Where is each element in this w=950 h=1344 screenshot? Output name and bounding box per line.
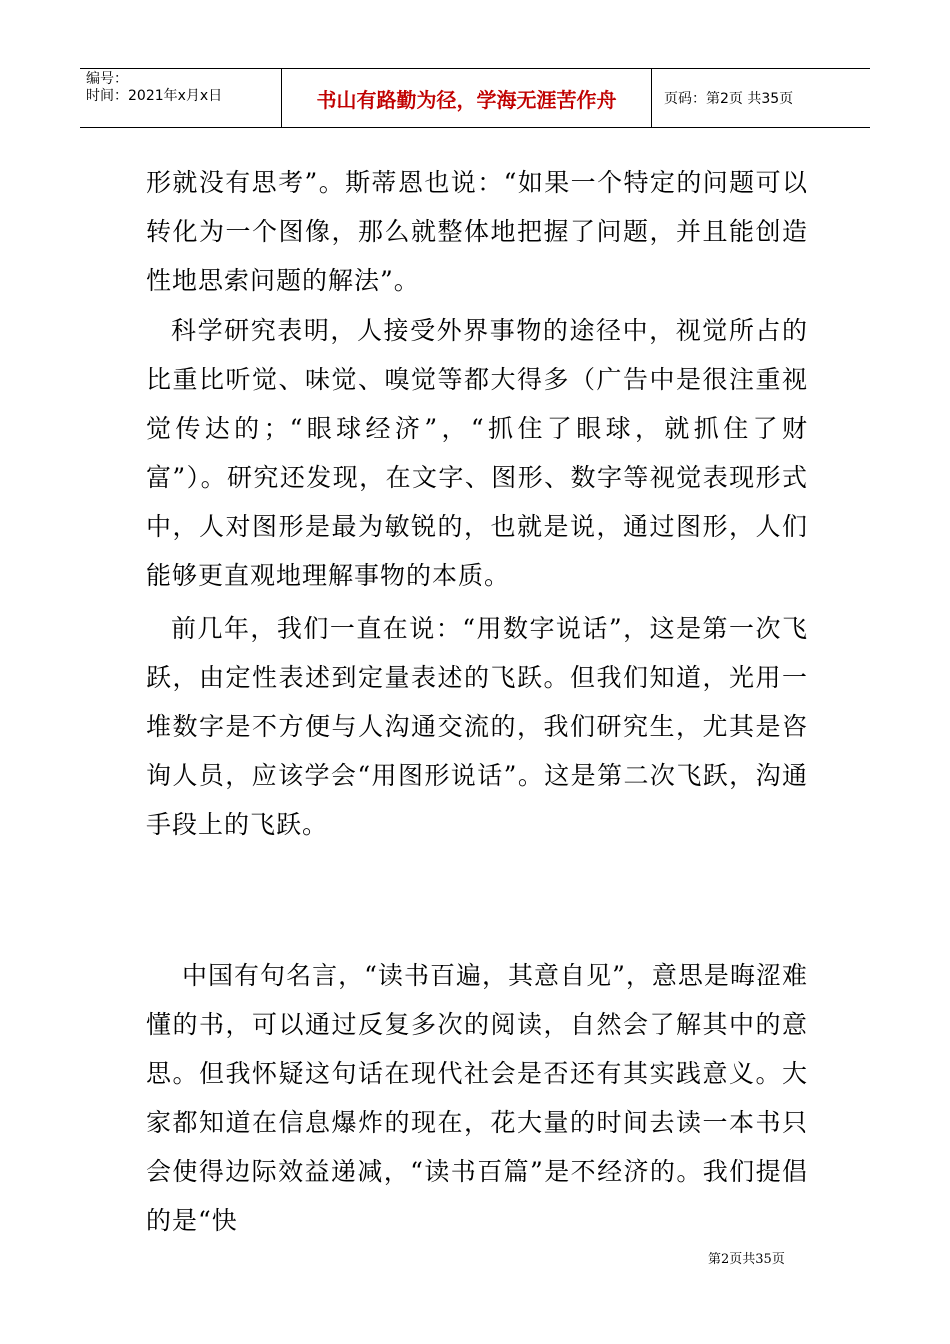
paragraph-1: 形就没有思考”。斯蒂恩也说：“如果一个特定的问题可以转化为一个图像，那么就整体地把握了问题，并且能创造性地思索问题的解法”。 (146, 168, 808, 295)
header-page-info: 页码：第2页 共35页 (664, 91, 794, 107)
number-label: 编号： (86, 71, 128, 87)
header-motto: 书山有路勤为径，学海无涯苦作舟 (282, 69, 652, 127)
page-header (80, 68, 870, 128)
paragraph-2: 科学研究表明，人接受外界事物的途径中，视觉所占的比重比听觉、味觉、嗅觉等都大得多（广告中是很注重视觉传达的；“眼球经济”，“抓住了眼球，就抓住了财富”）。研究还发现，在文字、图形、数字等视觉表现形式中，人对图形是最为敏锐的，也就是说，通过图形，人们能够更直观地理解事物的本质。 (146, 316, 808, 590)
header-meta (80, 69, 282, 127)
time-label: 时间：2021年x月x日 (86, 88, 223, 104)
page-footer: 第2页共35页 (708, 1252, 785, 1267)
paragraph-4: 中国有句名言，“读书百遍，其意自见”，意思是晦涩难懂的书，可以通过反复多次的阅读，自然会了解其中的意思。但我怀疑这句话在现代社会是否还有其实践意义。大家都知道在信息爆炸的现在，花大量的时间去读一本书只会使得边际效益递减，“读书百篇”是不经济的。我们提倡的是“快 (146, 961, 808, 1235)
paragraph-3: 前几年，我们一直在说：“用数字说话”，这是第一次飞跃，由定性表述到定量表述的飞跃。但我们知道，光用一堆数字是不方便与人沟通交流的，我们研究生，尤其是咨询人员，应该学会“用图形说话”。这是第二次飞跃，沟通手段上的飞跃。 (146, 614, 808, 839)
